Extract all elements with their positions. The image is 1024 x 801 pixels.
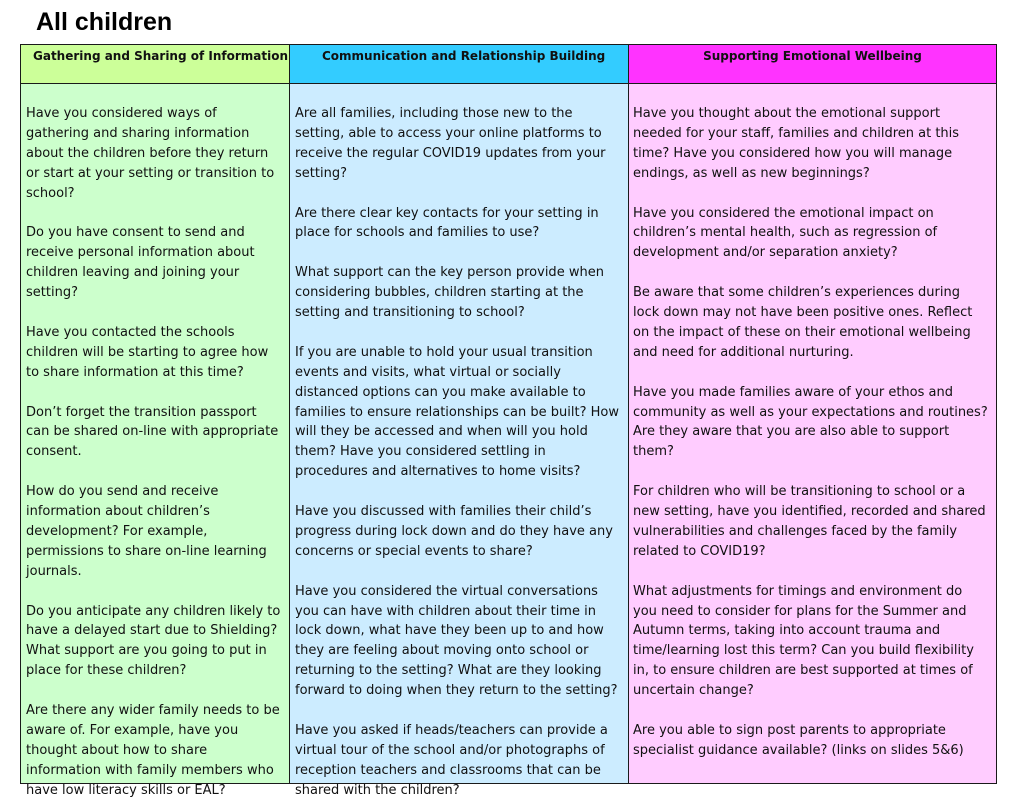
question-paragraph: Have you thought about the emotional support needed for your staff, families and children at this time? Have you considered how you will manage endings, as well as new beginnings?	[633, 106, 960, 181]
question-paragraph: What adjustments for timings and environment do you need to consider for plans for the Summer and Autumn terms, taking into account trauma and time/learning lost this term? Can you build flexibility in, to ensure children are best supported at times of uncertain change?	[633, 583, 974, 699]
column-communication	[289, 45, 628, 798]
column-heading: Gathering and Sharing of Information	[21, 45, 289, 84]
question-paragraph: What support can the key person provide when considering bubbles, children starting at the setting and transitioning to school?	[295, 265, 604, 321]
question-paragraph: Be aware that some children’s experiences during lock down may not have been positive ones. Reflect on the impact of these on their emotional wellbeing and need for additional nurturing.	[633, 285, 973, 360]
question-paragraph: Do you anticipate any children likely to have a delayed start due to Shielding? What support are you going to put in place for these children?	[26, 603, 281, 679]
column-body	[290, 84, 628, 798]
column-wellbeing	[628, 45, 996, 783]
column-heading: Supporting Emotional Wellbeing	[629, 45, 996, 84]
question-paragraph: For children who will be transitioning to school or a new setting, have you identified, recorded and shared vulnerabilities and challenges faced by the family related to COVID19?	[633, 484, 986, 559]
question-paragraph: How do you send and receive information about children’s development? For example, permissions to share on-line learning journals.	[26, 484, 267, 579]
question-paragraph: If you are unable to hold your usual transition events and visits, what virtual or socially distanced options can you make available to families to ensure relationships can be built? How will they be accessed and when will you hold them? Have you considered settling in procedures and alternatives to home visits?	[295, 344, 619, 480]
question-paragraph: Have you discussed with families their child’s progress during lock down and do they have any concerns or special events to share?	[295, 504, 613, 559]
guidance-table	[20, 44, 997, 798]
question-paragraph: Have you contacted the schools children will be starting to agree how to share information at this time?	[26, 324, 269, 380]
question-paragraph: Are there clear key contacts for your setting in place for schools and families to use?	[295, 205, 599, 241]
column-body	[629, 84, 996, 783]
question-paragraph: Are you able to sign post parents to appropriate specialist guidance available? (links on slides 5&6)	[633, 723, 964, 758]
question-paragraph: Have you asked if heads/teachers can provide a virtual tour of the school and/or photographs of reception teachers and classrooms that can be shared with the children?	[295, 723, 608, 798]
question-paragraph: Have you considered the virtual conversations you can have with children about their time in lock down, what have they been up to and how they are feeling about moving onto school or returning to the setting? What are they looking forward to doing when they return to the setting?	[295, 583, 618, 699]
column-heading: Communication and Relationship Building	[290, 45, 628, 84]
column-information	[21, 45, 289, 798]
question-paragraph: Don’t forget the transition passport can be shared on-line with appropriate consent.	[26, 404, 279, 460]
column-body	[21, 84, 289, 798]
question-paragraph: Have you made families aware of your ethos and community as well as your expectations and routines? Are they aware that you are also able to support them?	[633, 384, 988, 460]
question-paragraph: Are all families, including those new to the setting, able to access your online platforms to receive the regular COVID19 updates from your setting?	[295, 106, 606, 181]
page-title: All children	[36, 8, 173, 36]
question-paragraph: Have you considered the emotional impact on children’s mental health, such as regression of development and/or separation anxiety?	[633, 205, 938, 261]
question-paragraph: Have you considered ways of gathering and sharing information about the children before they return or start at your setting or transition to school?	[26, 106, 275, 201]
question-paragraph: Are there any wider family needs to be aware of. For example, have you thought about how to share information with family members who have low literacy skills or EAL?	[26, 703, 280, 798]
question-paragraph: Do you have consent to send and receive personal information about children leaving and joining your setting?	[26, 225, 255, 301]
